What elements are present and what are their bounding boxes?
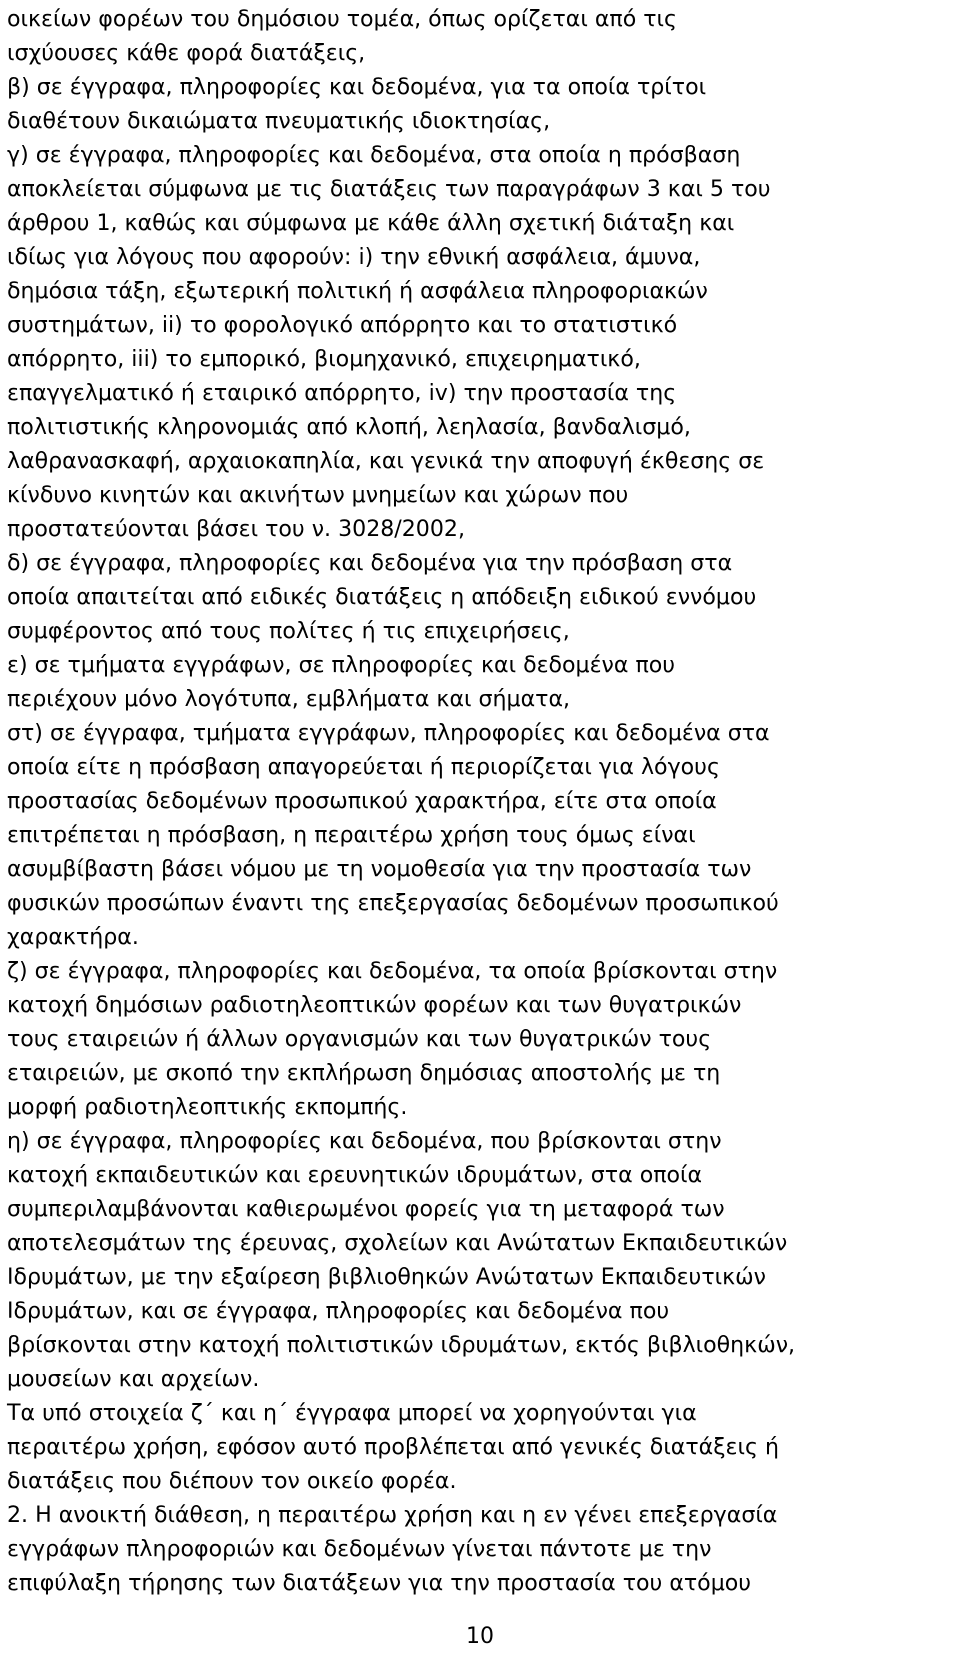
body-text xyxy=(7,2,957,1600)
text-line: περιέχουν μόνο λογότυπα, εμβλήματα και σήματα, xyxy=(7,686,571,712)
text-line: ασυμβίβαστη βάσει νόμου με τη νομοθεσία για την προστασία των xyxy=(7,856,752,882)
text-line: άρθρου 1, καθώς και σύμφωνα με κάθε άλλη σχετική διάταξη και xyxy=(7,210,735,236)
text-line: κατοχή δημόσιων ραδιοτηλεοπτικών φορέων και των θυγατρικών xyxy=(7,992,742,1018)
text-line: οικείων φορέων του δημόσιου τομέα, όπως ορίζεται από τις xyxy=(7,6,677,32)
text-line: επαγγελματικό ή εταιρικό απόρρητο, iv) την προστασία της xyxy=(7,380,677,406)
text-line: κατοχή εκπαιδευτικών και ερευνητικών ιδρυμάτων, στα οποία xyxy=(7,1162,703,1188)
text-line: προστασίας δεδομένων προσωπικού χαρακτήρα, είτε στα οποία xyxy=(7,788,717,814)
text-line: αποκλείεται σύμφωνα με τις διατάξεις των παραγράφων 3 και 5 του xyxy=(7,176,771,202)
text-line: εγγράφων πληροφοριών και δεδομένων γίνεται πάντοτε με την xyxy=(7,1536,712,1562)
text-line: συστημάτων, ii) το φορολογικό απόρρητο και το στατιστικό xyxy=(7,312,678,338)
text-line: λαθρανασκαφή, αρχαιοκαπηλία, και γενικά την αποφυγή έκθεσης σε xyxy=(7,448,765,474)
text-line: κίνδυνο κινητών και ακινήτων μνημείων και χώρων που xyxy=(7,482,629,508)
text-line: μορφή ραδιοτηλεοπτικής εκπομπής. xyxy=(7,1094,408,1120)
text-line: ζ) σε έγγραφα, πληροφορίες και δεδομένα, τα οποία βρίσκονται στην xyxy=(7,958,778,984)
text-line: ιδίως για λόγους που αφορούν: i) την εθνική ασφάλεια, άμυνα, xyxy=(7,244,701,270)
text-line: β) σε έγγραφα, πληροφορίες και δεδομένα, για τα οποία τρίτοι xyxy=(7,74,707,100)
page-number: 10 xyxy=(466,1624,494,1649)
text-line: βρίσκονται στην κατοχή πολιτιστικών ιδρυμάτων, εκτός βιβλιοθηκών, xyxy=(7,1332,796,1358)
text-line: διαθέτουν δικαιώματα πνευματικής ιδιοκτησίας, xyxy=(7,108,551,134)
text-line: ε) σε τμήματα εγγράφων, σε πληροφορίες και δεδομένα που xyxy=(7,652,676,678)
text-line: Τα υπό στοιχεία ζ΄ και η΄ έγγραφα μπορεί να χορηγούνται για xyxy=(7,1400,697,1426)
text-line: 2. Η ανοικτή διάθεση, η περαιτέρω χρήση και η εν γένει επεξεργασία xyxy=(7,1502,778,1528)
text-line: δ) σε έγγραφα, πληροφορίες και δεδομένα για την πρόσβαση στα xyxy=(7,550,733,576)
text-line: στ) σε έγγραφα, τμήματα εγγράφων, πληροφορίες και δεδομένα στα xyxy=(7,720,770,746)
text-line: απόρρητο, iii) το εμπορικό, βιομηχανικό, επιχειρηματικό, xyxy=(7,346,641,372)
text-line: οποία είτε η πρόσβαση απαγορεύεται ή περιορίζεται για λόγους xyxy=(7,754,720,780)
text-line: φυσικών προσώπων έναντι της επεξεργασίας δεδομένων προσωπικού xyxy=(7,890,779,916)
text-line: μουσείων και αρχείων. xyxy=(7,1366,260,1392)
text-line: επιτρέπεται η πρόσβαση, η περαιτέρω χρήση τους όμως είναι xyxy=(7,822,696,848)
text-line: αποτελεσμάτων της έρευνας, σχολείων και Ανώτατων Εκπαιδευτικών xyxy=(7,1230,788,1256)
text-line: πολιτιστικής κληρονομιάς από κλοπή, λεηλασία, βανδαλισμό, xyxy=(7,414,691,440)
text-line: τους εταιρειών ή άλλων οργανισμών και των θυγατρικών τους xyxy=(7,1026,712,1052)
text-line: γ) σε έγγραφα, πληροφορίες και δεδομένα, στα οποία η πρόσβαση xyxy=(7,142,741,168)
text-line: Ιδρυμάτων, και σε έγγραφα, πληροφορίες και δεδομένα που xyxy=(7,1298,670,1324)
text-line: περαιτέρω χρήση, εφόσον αυτό προβλέπεται από γενικές διατάξεις ή xyxy=(7,1434,779,1460)
text-line: δημόσια τάξη, εξωτερική πολιτική ή ασφάλεια πληροφοριακών xyxy=(7,278,708,304)
text-line: ισχύουσες κάθε φορά διατάξεις, xyxy=(7,40,366,66)
text-line: διατάξεις που διέπουν τον οικείο φορέα. xyxy=(7,1468,457,1494)
text-line: συμφέροντος από τους πολίτες ή τις επιχειρήσεις, xyxy=(7,618,570,644)
text-line: συμπεριλαμβάνονται καθιερωμένοι φορείς για τη μεταφορά των xyxy=(7,1196,725,1222)
text-line: προστατεύονται βάσει του ν. 3028/2002, xyxy=(7,516,466,542)
text-line: οποία απαιτείται από ειδικές διατάξεις η απόδειξη ειδικού εννόμου xyxy=(7,584,757,610)
text-line: η) σε έγγραφα, πληροφορίες και δεδομένα, που βρίσκονται στην xyxy=(7,1128,722,1154)
text-line: χαρακτήρα. xyxy=(7,924,139,950)
text-line: εταιρειών, με σκοπό την εκπλήρωση δημόσιας αποστολής με τη xyxy=(7,1060,721,1086)
text-line: Ιδρυμάτων, με την εξαίρεση βιβλιοθηκών Ανώτατων Εκπαιδευτικών xyxy=(7,1264,766,1290)
text-line: επιφύλαξη τήρησης των διατάξεων για την προστασία του ατόμου xyxy=(7,1570,752,1596)
